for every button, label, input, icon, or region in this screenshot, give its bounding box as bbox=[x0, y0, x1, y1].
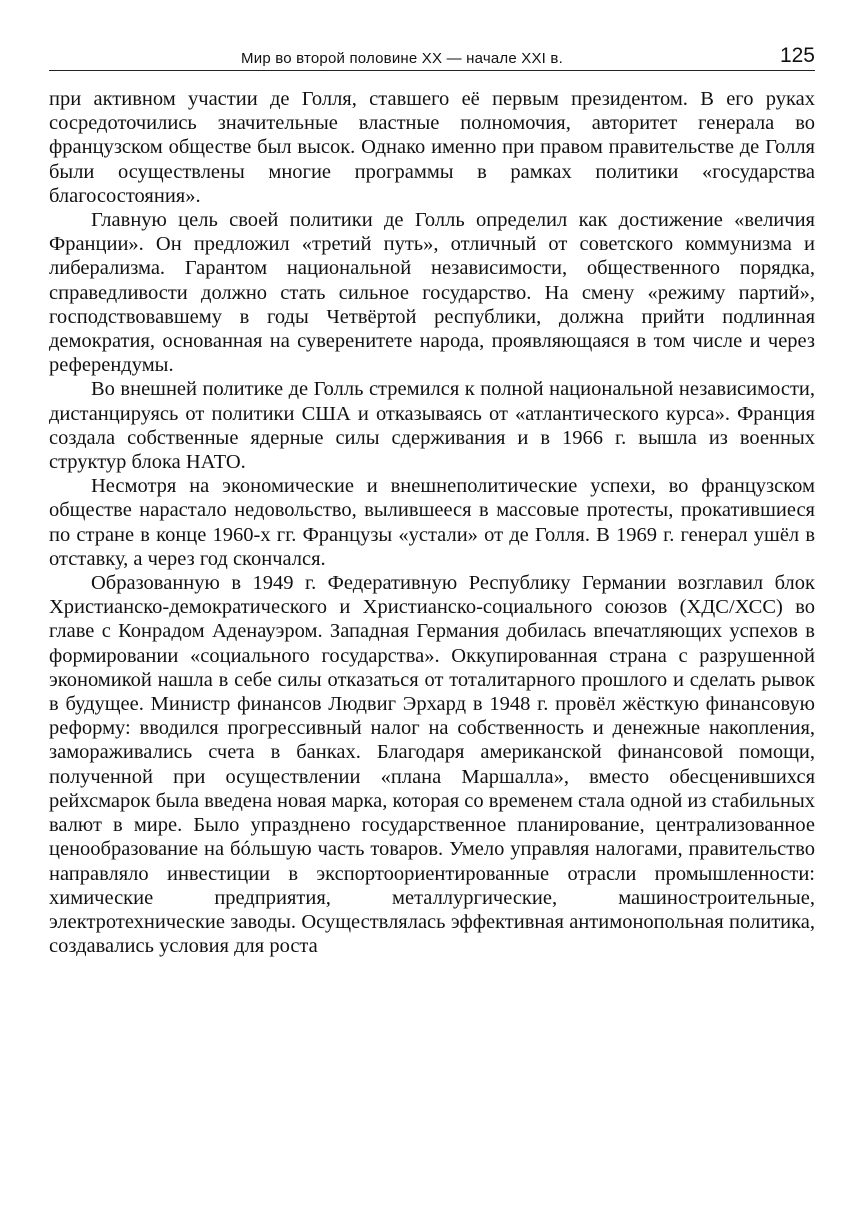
page-number: 125 bbox=[779, 44, 815, 67]
book-page bbox=[49, 40, 815, 1190]
running-title: Мир во второй половине XX — начале XXI в. bbox=[241, 50, 563, 67]
paragraph-3: Во внешней политике де Голль стремился к полной национальной независимости, дистанцируясь от политики США и отказываясь от «атлантического курса». Франция создала собственные ядерные силы сдерживания и в 1966 г. вышла из военных структур блока НАТО. bbox=[49, 378, 815, 474]
paragraph-5: Образованную в 1949 г. Федеративную Республику Германии возглавил блок Христианско-демократического и Христианско-социального союзов (ХДС/ХСС) во главе с Конрадом Аденауэром. Западная Германия добилась впечатляющих успехов в формировании «социального государства». Оккупированная страна с разрушенной экономикой нашла в себе силы отказаться от тоталитарного прошлого и сделать рывок в будущее. Министр финансов Людвиг Эрхард в 1948 г. провёл жёсткую финансовую реформу: вводился прогрессивный налог на собственность и денежные накопления, замораживались счета в банках. Благодаря американской финансовой помощи, полученной при осуществлении «плана Маршалла», вместо обесценившихся рейхсмарок была введена новая марка, которая со временем стала одной из стабильных валют в мире. Было упразднено государственное планирование, централизованное ценообразование на бóльшую часть товаров. Умело управляя налогами, правительство направляло инвестиции в экспортоориентированные отрасли промышленности: химические предприятия, металлургические, машиностроительные, электротехнические заводы. Осуществлялась эффективная антимонопольная политика, создавались условия для роста bbox=[49, 572, 816, 958]
paragraph-2: Главную цель своей политики де Голль определил как достижение «величия Франции». Он предложил «третий путь», отличный от советского коммунизма и либерализма. Гарантом национальной независимости, общественного порядка, справедливости должно стать сильное государство. На смену «режиму партий», господствовавшему в годы Четвёртой республики, должна прийти подлинная демократия, основанная на суверенитете народа, проявляющаяся в том числе и через референдумы. bbox=[49, 209, 815, 377]
paragraph-1: при активном участии де Голля, ставшего её первым президентом. В его руках сосредоточились значительные властные полномочия, авторитет генерала во французском обществе был высок. Однако именно при правом правительстве де Голля были осуществлены многие программы в рамках политики «государства благосостояния». bbox=[49, 88, 815, 207]
paragraph-4: Несмотря на экономические и внешнеполитические успехи, во французском обществе нарастало недовольство, вылившееся в массовые протесты, прокатившиеся по стране в конце 1960-х гг. Французы «устали» от де Голля. В 1969 г. генерал ушёл в отставку, а через год скончался. bbox=[49, 475, 815, 570]
body-text bbox=[49, 87, 815, 958]
page-header bbox=[49, 40, 815, 71]
